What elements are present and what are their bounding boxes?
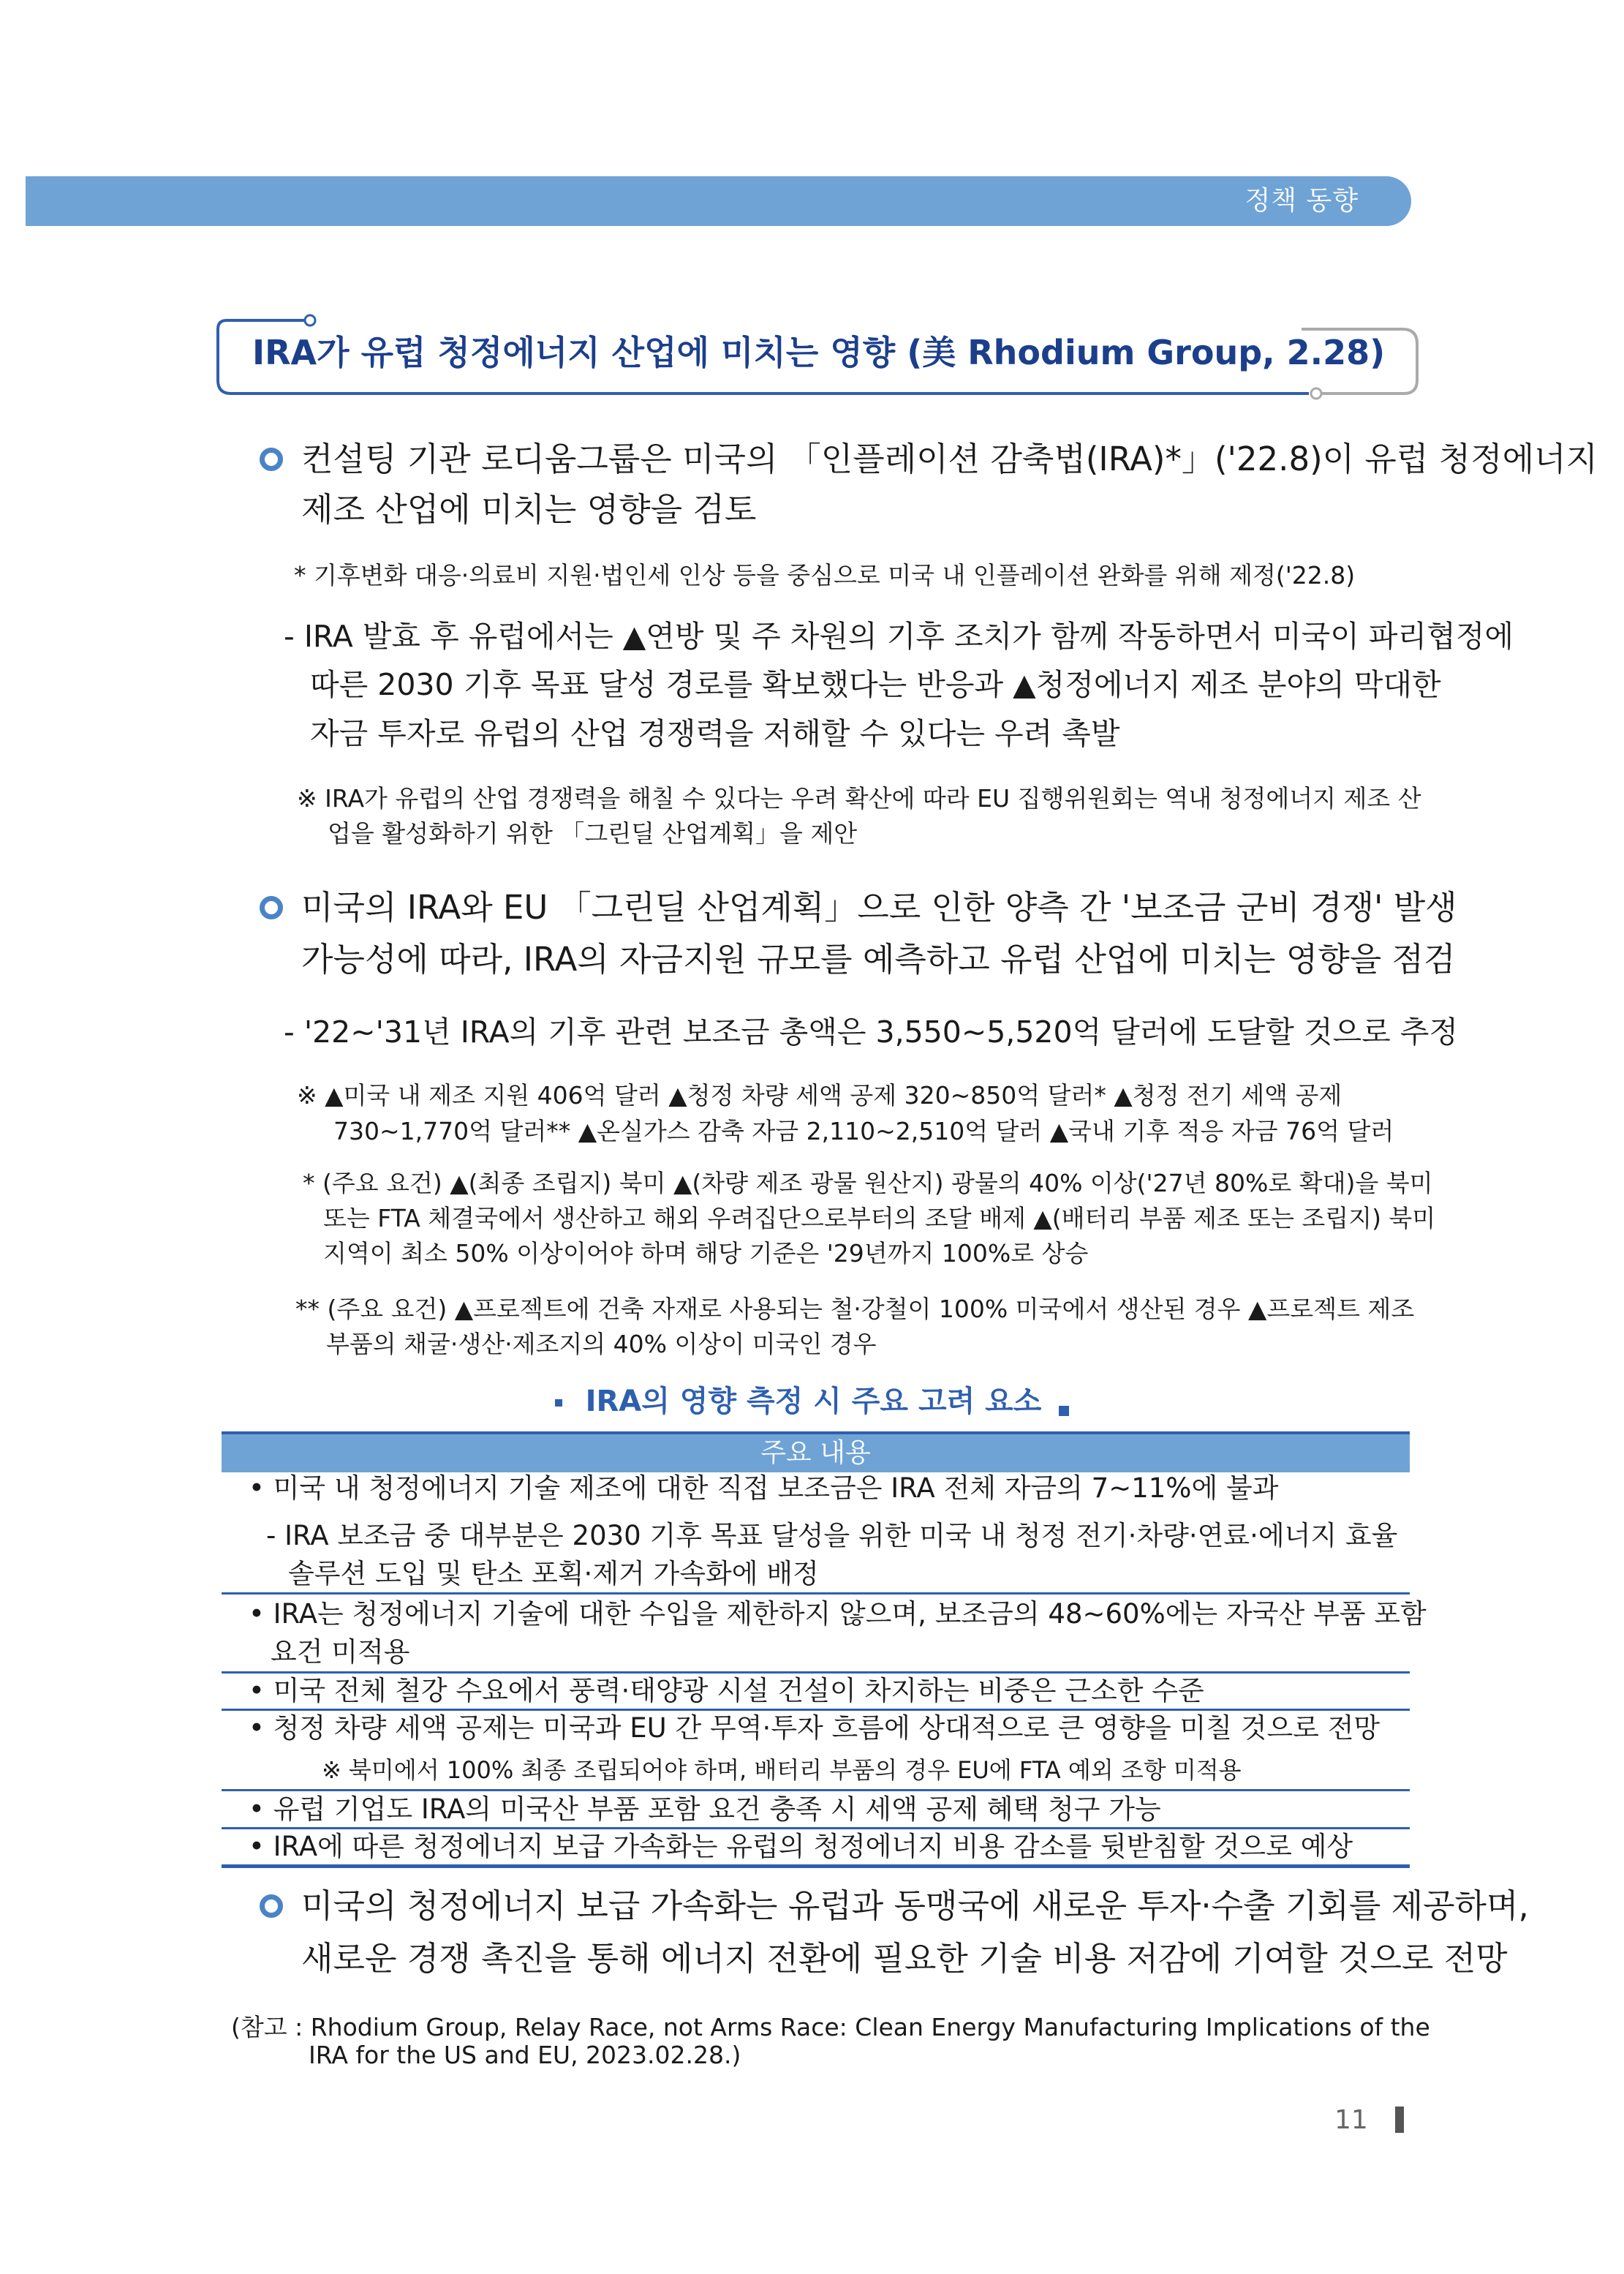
table-row1-line1: • 미국 내 청정에너지 기술 제조에 대한 직접 보조금은 IRA 전체 자금의 7~11%에 불과 <box>249 1472 1279 1504</box>
page-number: 11 <box>1334 2105 1368 2135</box>
bullet-circle-icon <box>260 448 283 471</box>
caption-square-icon <box>1059 1406 1069 1416</box>
section2-star2-line1: ** (주요 요건) ▲프로젝트에 건축 자재로 사용되는 철·강철이 100% 미국에서 생산된 경우 ▲프로젝트 제조 <box>295 1295 1415 1323</box>
section2-bullet-line2: 가능성에 따라, IRA의 자금지원 규모를 예측하고 유럽 산업에 미치는 영향을 점검 <box>301 940 1456 979</box>
section2-bullet-line1: 미국의 IRA와 EU 「그린딜 산업계획」으로 인한 양측 간 '보조금 군비 경쟁' 발생 <box>301 888 1457 927</box>
section2-star1-line1: * (주요 요건) ▲(최종 조립지) 북미 ▲(차량 제조 광물 원산지) 광물의 40% 이상('27년 80%로 확대)을 북미 <box>303 1169 1433 1197</box>
table-row2-line2: 요건 미적용 <box>271 1636 410 1668</box>
reference-line2: IRA for the US and EU, 2023.02.28.) <box>309 2041 741 2069</box>
table-row4-note: ※ 북미에서 100% 최종 조립되어야 하며, 배터리 부품의 경우 EU에 FTA 예외 조항 미적용 <box>322 1756 1242 1784</box>
table-row6-line1: • IRA에 따른 청정에너지 보급 가속화는 유럽의 청정에너지 비용 감소를 뒷받침할 것으로 예상 <box>249 1831 1353 1862</box>
section-header-bar <box>26 176 1411 226</box>
section1-dash-line3: 자금 투자로 유럽의 산업 경쟁력을 저해할 수 있다는 우려 촉발 <box>310 716 1120 751</box>
table-header: 주요 내용 <box>222 1431 1410 1472</box>
section2-star1-line2: 또는 FTA 체결국에서 생산하고 해외 우려집단으로부터의 조달 배제 ▲(배터리 부품 제조 또는 조립지) 북미 <box>323 1204 1436 1232</box>
caption-square-icon <box>555 1399 562 1407</box>
article-title: IRA가 유럽 청정에너지 산업에 미치는 영향 (美 Rhodium Group, 2.28) <box>252 333 1386 372</box>
section1-note-line2: 업을 활성화하기 위한 「그린딜 산업계획」을 제안 <box>328 819 858 848</box>
section-label: 정책 동향 <box>1245 186 1359 216</box>
table-row2-line1: • IRA는 청정에너지 기술에 대한 수입을 제한하지 않으며, 보조금의 48~60%에는 자국산 부품 포함 <box>249 1598 1427 1630</box>
section1-bullet-line1: 컨설팅 기관 로디움그룹은 미국의 「인플레이션 감축법(IRA)*」('22.8)이 유럽 청정에너지 <box>301 440 1598 478</box>
table-row3-line1: • 미국 전체 철강 수요에서 풍력·태양광 시설 건설이 차지하는 비중은 근소한 수준 <box>249 1675 1204 1706</box>
section2-star2-line2: 부품의 채굴·생산·제조지의 40% 이상이 미국인 경우 <box>326 1330 877 1358</box>
section3-bullet-line2: 새로운 경쟁 촉진을 통해 에너지 전환에 필요한 기술 비용 저감에 기여할 것으로 전망 <box>301 1939 1508 1978</box>
section2-note-line1: ※ ▲미국 내 제조 지원 406억 달러 ▲청정 차량 세액 공제 320~850억 달러* ▲청정 전기 세액 공제 <box>297 1081 1342 1110</box>
bullet-circle-icon <box>260 1894 283 1918</box>
section1-dash-line2: 따른 2030 기후 목표 달성 경로를 확보했다는 반응과 ▲청정에너지 제조 분야의 막대한 <box>310 667 1441 702</box>
bullet-circle-icon <box>260 896 283 919</box>
table-caption <box>0 1381 1624 1422</box>
section2-note-line2: 730~1,770억 달러** ▲온실가스 감축 자금 2,110~2,510억 달러 ▲국내 기후 적응 자금 76억 달러 <box>333 1117 1394 1145</box>
table-row1-sub1: - IRA 보조금 중 대부분은 2030 기후 목표 달성을 위한 미국 내 청정 전기·차량·연료·에너지 효율 <box>266 1520 1398 1551</box>
table-caption-text: IRA의 영향 측정 시 주요 고려 요소 <box>585 1385 1042 1418</box>
page-marker <box>1395 2107 1404 2133</box>
table-row5-line1: • 유럽 기업도 IRA의 미국산 부품 포함 요건 충족 시 세액 공제 혜택 청구 가능 <box>249 1793 1161 1825</box>
section3-bullet-line1: 미국의 청정에너지 보급 가속화는 유럽과 동맹국에 새로운 투자·수출 기회를 제공하며, <box>301 1886 1529 1925</box>
section1-bullet-line2: 제조 산업에 미치는 영향을 검토 <box>301 490 757 529</box>
section2-dash-line1: - '22~'31년 IRA의 기후 관련 보조금 총액은 3,550~5,520억 달러에 도달할 것으로 추정 <box>284 1014 1459 1050</box>
reference-line1: (참고 : Rhodium Group, Relay Race, not Arms Race: Clean Energy Manufacturing Implications of the <box>231 2013 1430 2041</box>
table-row4-line1: • 청정 차량 세액 공제는 미국과 EU 간 무역·투자 흐름에 상대적으로 큰 영향을 미칠 것으로 전망 <box>249 1712 1381 1744</box>
table-bottom-border <box>222 1864 1410 1868</box>
section1-dash-line1: - IRA 발효 후 유럽에서는 ▲연방 및 주 차원의 기후 조치가 함께 작동하면서 미국이 파리협정에 <box>284 619 1514 654</box>
section1-note-line1: ※ IRA가 유럽의 산업 경쟁력을 해칠 수 있다는 우려 확산에 따라 EU 집행위원회는 역내 청정에너지 제조 산 <box>297 784 1421 813</box>
section1-footnote: * 기후변화 대응·의료비 지원·법인세 인상 등을 중심으로 미국 내 인플레이션 완화를 위해 제정('22.8) <box>294 561 1356 590</box>
table-row1-sub2: 솔루션 도입 및 탄소 포획·제거 가속화에 배정 <box>288 1558 819 1589</box>
section2-star1-line3: 지역이 최소 50% 이상이어야 하며 해당 기준은 '29년까지 100%로 상승 <box>323 1239 1089 1268</box>
